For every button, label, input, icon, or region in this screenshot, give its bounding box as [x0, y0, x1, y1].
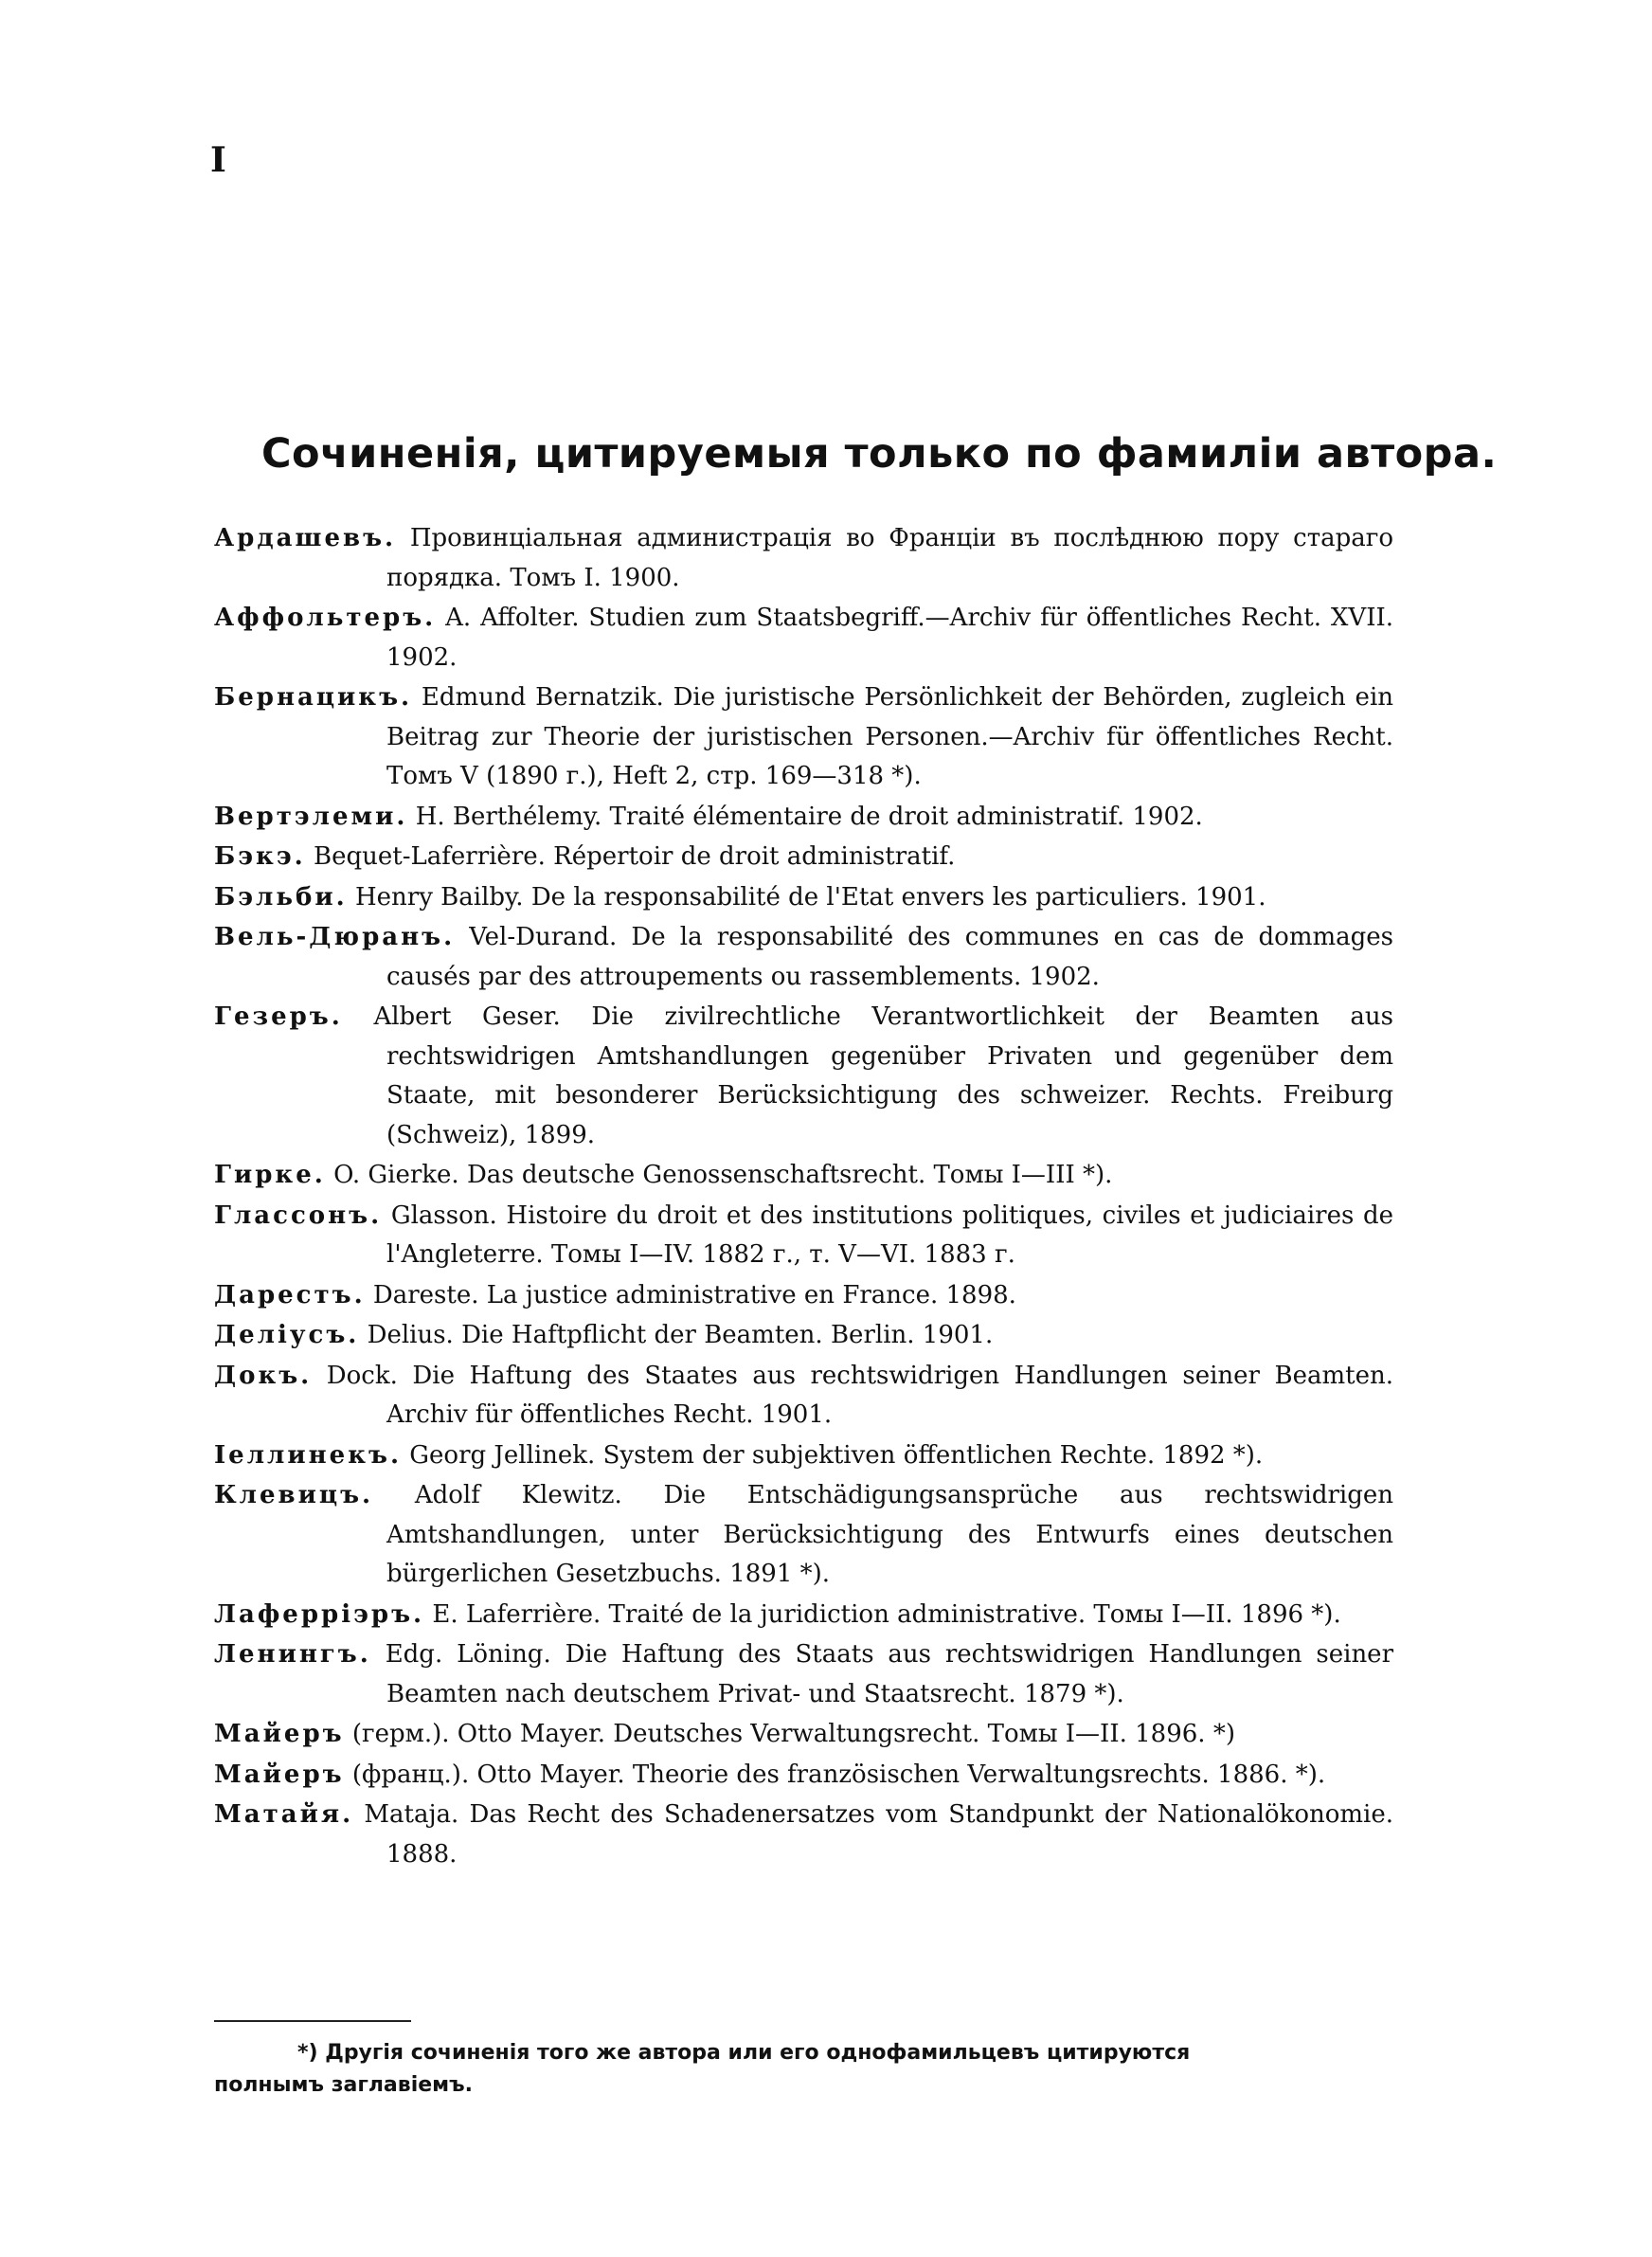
entry-text: O. Gierke. Das deutsche Genossenschaftsrecht. Томы I—III *).	[333, 1161, 1113, 1189]
entry-author: Гезеръ.	[214, 1002, 343, 1031]
page-title: Сочиненія, цитируемыя только по фамиліи автора.	[261, 430, 1498, 478]
entry-text: Glasson. Histoire du droit et des institutions politiques, civiles et judiciaires de l'Angleterre. Томы I—IV. 1882 г., т. V—VI. 1883 г.	[386, 1201, 1394, 1269]
bibliography-entry	[214, 1756, 1393, 1796]
entry-author: Аффольтеръ.	[214, 604, 437, 632]
bibliography-entry	[214, 1276, 1393, 1316]
bibliography-entry	[214, 878, 1393, 918]
entry-author: Лаферрiэръ.	[214, 1599, 425, 1629]
entry-text: Georg Jellinek. System der subjektiven öffentlichen Rechte. 1892 *).	[409, 1440, 1264, 1470]
entry-text: Edg. Löning. Die Haftung des Staats aus rechtswidrigen Handlungen seiner Beamten nach deutschem Privat- und Staatsrecht. 1879 *).	[385, 1640, 1394, 1708]
entry-text: Bequet-Laferrière. Répertoir de droit administratif.	[313, 842, 956, 871]
entry-author: Докъ.	[214, 1361, 313, 1390]
entry-author: Делiусъ.	[214, 1321, 360, 1349]
bibliography-entry	[214, 1596, 1393, 1635]
bibliography-entry	[214, 1635, 1393, 1714]
bibliography-entry	[214, 1316, 1393, 1356]
footnote-text: *) Другія сочиненія того же автора или его однофамильцевъ цитируются	[297, 2041, 1191, 2065]
entry-author: Клевицъ.	[214, 1481, 374, 1509]
bibliography-entry	[214, 918, 1393, 997]
entry-text: E. Laferrière. Traité de la juridiction administrative. Томы I—II. 1896 *).	[432, 1599, 1341, 1629]
entry-author: Бэкэ.	[214, 842, 306, 871]
bibliography-entry	[214, 1796, 1393, 1874]
bibliography-entry	[214, 1197, 1393, 1275]
entry-text: (франц.). Otto Mayer. Theorie des französischen Verwaltungsrechts. 1886. *).	[351, 1760, 1326, 1789]
bibliography-entry	[214, 599, 1393, 677]
entry-text: Vel-Durand. De la responsabilité des communes en cas de dommages causés par des attroupements ou rassemblements. 1902.	[386, 923, 1393, 991]
footnote-continuation: полнымъ заглавіемъ.	[214, 2073, 474, 2097]
entry-text: Провинціальная администрація во Франціи въ послѣднюю пору стараго порядка. Томъ I. 1900.	[386, 524, 1394, 592]
entry-author: Вель-Дюранъ.	[214, 923, 456, 951]
bibliography-entry	[214, 1436, 1393, 1476]
entry-text: Edmund Bernatzik. Die juristische Persönlichkeit der Behörden, zugleich ein Beitrag zur Theorie der juristischen Personen.—Archiv für öffentliches Recht. Томъ V (1890 г.), Heft 2, стр. 169—318 *).	[386, 683, 1394, 790]
entry-author: Дарестъ.	[214, 1280, 366, 1309]
entry-author: Бэльби.	[214, 882, 348, 912]
entry-author: Вертэлеми.	[214, 802, 408, 831]
bibliography-entry	[214, 838, 1393, 877]
bibliography-entry	[214, 798, 1393, 838]
entry-text: A. Affolter. Studien zum Staatsbegriff.—Archiv für öffentliches Recht. XVII. 1902.	[386, 604, 1394, 672]
entry-author: Ленингъ.	[214, 1640, 371, 1669]
bibliography-entry	[214, 519, 1393, 598]
entry-text: H. Berthélemy. Traité élémentaire de droit administratif. 1902.	[415, 802, 1203, 831]
entry-author: Гирке.	[214, 1161, 326, 1189]
bibliography-list	[214, 519, 1393, 1875]
entry-author: Бернацикъ.	[214, 683, 413, 712]
entry-text: Albert Geser. Die zivilrechtliche Verantwortlichkeit der Beamten aus rechtswidrigen Amtshandlungen gegenüber Privaten und gegenüber dem Staate, mit besonderer Berücksichtigung des schweizer. Rechts. Freiburg (Schweiz), 1899.	[373, 1002, 1394, 1149]
bibliography-entry	[214, 1156, 1393, 1196]
entry-text: Delius. Die Haftpflicht der Beamten. Berlin. 1901.	[367, 1321, 994, 1349]
page-number: I	[210, 140, 226, 180]
entry-author: Глассонъ.	[214, 1201, 383, 1230]
entry-text: Mataja. Das Recht des Schadenersatzes vom Standpunkt der Nationalökonomie. 1888.	[364, 1800, 1394, 1869]
entry-text: Dareste. La justice administrative en France. 1898.	[372, 1280, 1016, 1309]
entry-author: Майеръ	[214, 1760, 345, 1789]
footnote	[214, 2037, 1481, 2102]
entry-text: (герм.). Otto Mayer. Deutsches Verwaltungsrecht. Томы I—II. 1896. *)	[351, 1720, 1235, 1748]
entry-text: Dock. Die Haftung des Staates aus rechtswidrigen Handlungen seiner Beamten. Archiv für öffentliches Recht. 1901.	[326, 1361, 1393, 1429]
bibliography-entry	[214, 1715, 1393, 1755]
bibliography-entry	[214, 998, 1393, 1155]
entry-author: Матайя.	[214, 1800, 354, 1829]
entry-author: Майеръ	[214, 1720, 345, 1748]
entry-text: Henry Bailby. De la responsabilité de l'Etat envers les particuliers. 1901.	[354, 882, 1266, 912]
entry-author: Iеллинекъ.	[214, 1440, 402, 1470]
bibliography-entry	[214, 1476, 1393, 1595]
footnote-divider	[214, 2020, 411, 2022]
entry-author: Ардашевъ.	[214, 524, 397, 552]
bibliography-entry	[214, 1357, 1393, 1435]
entry-text: Adolf Klewitz. Die Entschädigungsansprüche aus rechtswidrigen Amtshandlungen, unter Berücksichtigung des Entwurfs eines deutschen bürgerlichen Gesetzbuchs. 1891 *).	[386, 1481, 1393, 1588]
bibliography-entry	[214, 678, 1393, 797]
